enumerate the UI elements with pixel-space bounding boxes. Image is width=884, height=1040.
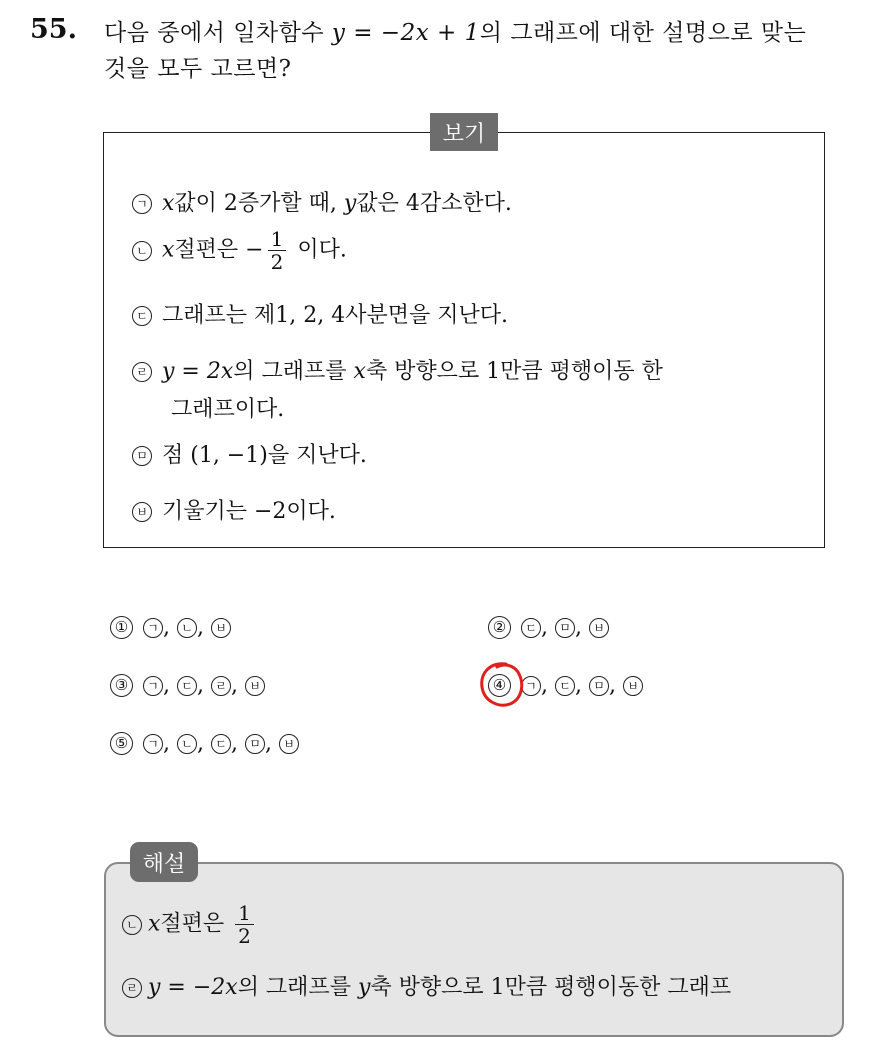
circled-marker: ㅂ (245, 676, 265, 696)
explanation-item-2 (122, 970, 731, 1001)
circled-marker: ㄷ (555, 676, 575, 696)
item-text: 절편은 − (174, 237, 264, 263)
bogi-item-6 (132, 494, 336, 525)
circled-marker: ㄹ (122, 978, 142, 998)
bogi-item-4 (132, 354, 663, 385)
circled-marker: ㅂ (589, 618, 609, 638)
item-text: 축 방향으로 1만큼 평행이동한 그래프 (370, 975, 732, 1000)
item-text: 의 그래프를 (233, 359, 354, 384)
circled-marker: ㅁ (132, 446, 152, 466)
circled-marker: ㄱ (143, 676, 163, 696)
fraction-numerator: 1 (235, 902, 254, 925)
circled-marker: ㄴ (122, 915, 142, 935)
option-number: ③ (110, 674, 133, 697)
option-5[interactable]: ⑤ ㄱ , ㄴ , ㄷ , ㅁ , ㅂ (110, 731, 299, 756)
option-2[interactable]: ② ㄷ , ㅁ , ㅂ (488, 615, 609, 640)
circled-marker: ㄹ (132, 362, 152, 382)
item-text: 절편은 (160, 911, 232, 937)
circled-marker: ㄱ (143, 734, 163, 754)
circled-marker: ㅁ (245, 734, 265, 754)
item-text: 기울기는 −2이다. (162, 499, 336, 524)
option-number: ② (488, 616, 511, 639)
option-number: ① (110, 616, 133, 639)
fraction-numerator: 1 (268, 228, 287, 251)
question-text-post: 의 그래프에 대한 설명으로 맞는 (479, 20, 807, 46)
item-text: 점 (1, −1)을 지난다. (162, 443, 367, 468)
circled-marker: ㄷ (211, 734, 231, 754)
math-var: x (162, 237, 175, 263)
bogi-label: 보기 (430, 113, 498, 151)
option-number: ④ (488, 674, 511, 697)
math-expression: y = 2x (162, 359, 234, 384)
circled-marker: ㄷ (177, 676, 197, 696)
option-4[interactable]: ④ ㄱ , ㄷ , ㅁ , ㅂ (488, 673, 643, 698)
math-var: x (148, 911, 161, 937)
fraction-denominator: 2 (270, 250, 284, 274)
circled-marker: ㄷ (521, 618, 541, 638)
item-text: 값이 2증가할 때, (174, 191, 344, 216)
question-equation: y = −2x + 1 (331, 20, 480, 46)
circled-marker: ㅁ (555, 618, 575, 638)
option-3[interactable]: ③ ㄱ , ㄷ , ㄹ , ㅂ (110, 673, 265, 698)
item-text: 의 그래프를 (237, 975, 358, 1000)
explanation-box (104, 862, 844, 1037)
question-text-line2: 것을 모두 고르면? (104, 56, 292, 82)
item-text: 이다. (290, 237, 347, 263)
circled-marker: ㅂ (211, 618, 231, 638)
option-number: ⑤ (110, 732, 133, 755)
option-1[interactable]: ① ㄱ , ㄴ , ㅂ (110, 615, 231, 640)
circled-marker: ㅂ (132, 502, 152, 522)
circled-marker: ㄴ (177, 734, 197, 754)
circled-marker: ㅂ (623, 676, 643, 696)
question-text-line1 (104, 14, 806, 47)
explanation-label: 해설 (130, 842, 198, 882)
circled-marker: ㄴ (177, 618, 197, 638)
bogi-item-1 (132, 186, 512, 217)
bogi-item-3 (132, 298, 508, 329)
circled-marker: ㅁ (589, 676, 609, 696)
question-text-pre: 다음 중에서 일차함수 (104, 20, 332, 46)
math-var: x (162, 191, 175, 216)
fraction-denominator: 2 (238, 924, 251, 948)
math-expression: y = −2x (148, 975, 238, 1000)
circled-marker: ㅂ (279, 734, 299, 754)
circled-marker: ㄱ (521, 676, 541, 696)
circled-marker: ㄱ (143, 618, 163, 638)
circled-marker: ㄱ (132, 194, 152, 214)
circled-marker: ㄷ (132, 306, 152, 326)
math-var: y (357, 975, 371, 1000)
item-text: 축 방향으로 1만큼 평행이동 한 (365, 359, 663, 384)
answer-circle-mark (476, 659, 528, 711)
question-number: 55. (30, 14, 77, 45)
circled-marker: ㄹ (211, 676, 231, 696)
fraction (235, 902, 254, 947)
bogi-item-5 (132, 438, 367, 469)
bogi-item-2 (132, 228, 347, 273)
math-var: y (343, 191, 357, 216)
circled-marker: ㄴ (132, 241, 152, 261)
item-text: 그래프는 제1, 2, 4사분면을 지난다. (162, 303, 508, 328)
bogi-item-4-line2: 그래프이다. (171, 397, 285, 422)
math-var: x (353, 359, 366, 384)
item-text: 값은 4감소한다. (356, 191, 512, 216)
fraction (268, 228, 287, 273)
explanation-item-1 (122, 902, 258, 947)
